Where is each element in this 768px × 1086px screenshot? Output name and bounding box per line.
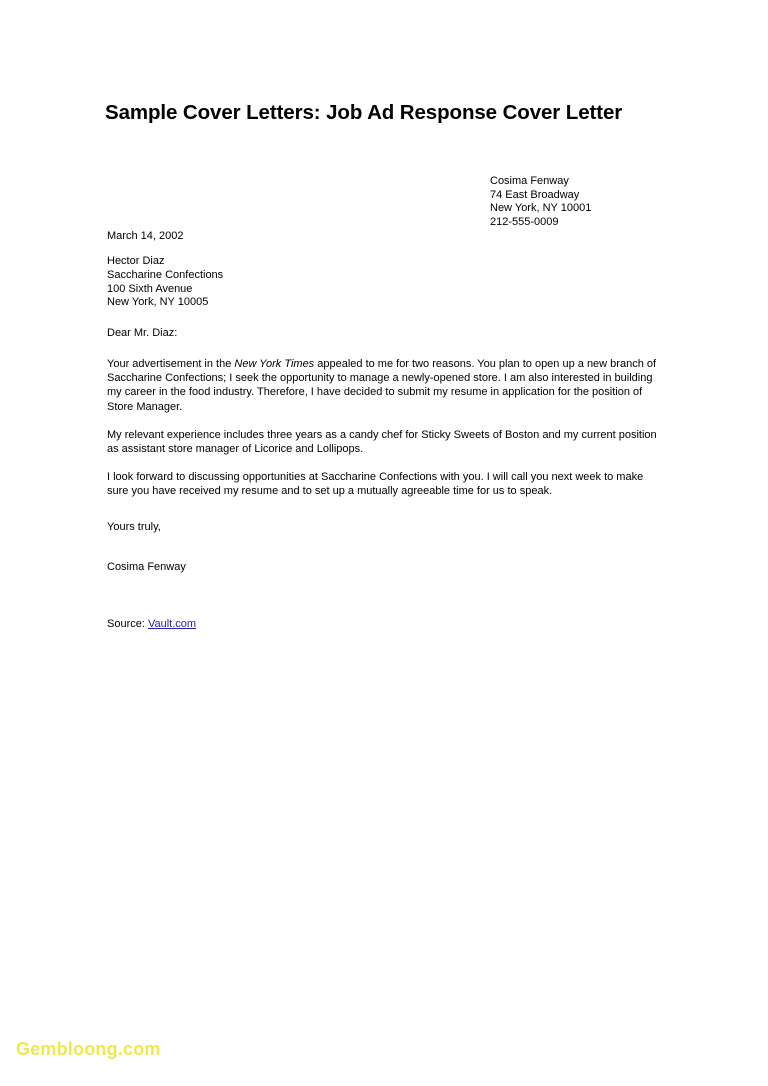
- source-label: Source:: [107, 618, 148, 630]
- sender-phone: 212-555-0009: [490, 215, 559, 228]
- body-paragraph-3: I look forward to discussing opportunities at Saccharine Confections with you. I will call you next week to make sure you have received my resume and to set up a mutually agreeable time for us to speak.: [107, 471, 644, 498]
- recipient-address-block: [107, 255, 223, 310]
- letter-date: March 14, 2002: [107, 230, 184, 242]
- body-paragraph-2: My relevant experience includes three years as a candy chef for Sticky Sweets of Boston and my current position as assistant store manager of Licorice and Lollipops.: [107, 428, 657, 456]
- recipient-street: 100 Sixth Avenue: [107, 282, 193, 295]
- recipient-city-state-zip: New York, NY 10005: [107, 296, 209, 309]
- sender-address-block: [490, 175, 591, 229]
- letter-body: [107, 357, 661, 499]
- body-paragraph-1: [107, 357, 661, 414]
- body-p1-part1: Your advertisement in the: [107, 358, 235, 370]
- closing-line: Yours truly,: [107, 521, 161, 533]
- page-title: Sample Cover Letters: Job Ad Response Cover Letter: [105, 100, 623, 124]
- recipient-name: Hector Diaz: [107, 255, 165, 267]
- recipient-company: Saccharine Confections: [107, 268, 224, 281]
- source-line: [107, 617, 196, 631]
- sender-name: Cosima Fenway: [490, 175, 569, 187]
- site-watermark: Gembloong.com: [16, 1039, 161, 1059]
- source-link[interactable]: Vault.com: [147, 618, 197, 630]
- newspaper-title: New York Times: [234, 358, 315, 370]
- sender-street: 74 East Broadway: [490, 188, 580, 201]
- signature-name: Cosima Fenway: [107, 561, 186, 573]
- salutation: Dear Mr. Diaz:: [107, 327, 178, 339]
- sender-city-state-zip: New York, NY 10001: [490, 202, 592, 215]
- body-p1-part2: appealed to me for two reasons. You plan to open up a new branch of Saccharine Confections; I seek the opportunity to manage a newly-opened store. I am also interested in building my career in the food industry. Therefore, I have decided to submit my resume in application for the position of Store Manager.: [107, 358, 657, 413]
